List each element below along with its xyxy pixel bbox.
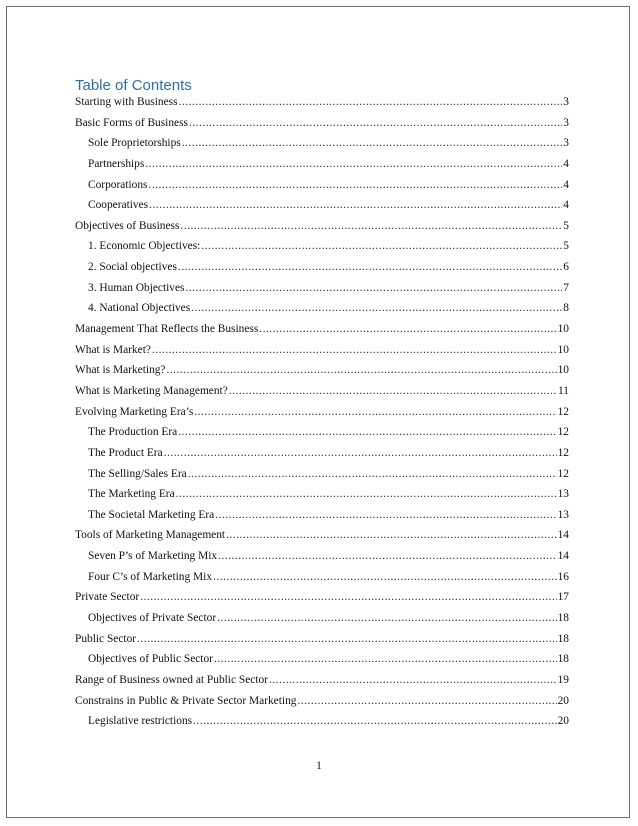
toc-entry-title: Seven P’s of Marketing Mix bbox=[88, 550, 218, 563]
toc-entry-title: Four C’s of Marketing Mix bbox=[88, 570, 213, 583]
toc-entry-title: Corporations bbox=[88, 178, 148, 191]
toc-entry[interactable] bbox=[75, 95, 569, 116]
toc-entry-title: What is Marketing? bbox=[75, 364, 166, 377]
toc-entry-page: 5 bbox=[563, 219, 569, 232]
toc-entry[interactable] bbox=[75, 467, 569, 488]
toc-entry[interactable] bbox=[75, 239, 569, 260]
toc-entry[interactable] bbox=[75, 487, 569, 508]
toc-entry-title: Objectives of Business bbox=[75, 219, 180, 232]
toc-entry-title: Management That Reflects the Business bbox=[75, 323, 259, 336]
toc-entry-title: Starting with Business bbox=[75, 96, 178, 108]
toc-entry[interactable] bbox=[75, 136, 569, 157]
toc-entry-page: 12 bbox=[557, 426, 569, 439]
toc-dot-leader bbox=[145, 157, 562, 172]
toc-entry-title: Tools of Marketing Management bbox=[75, 529, 226, 542]
toc-entry-page: 19 bbox=[557, 673, 569, 686]
toc-entry[interactable] bbox=[75, 549, 569, 570]
toc-entry[interactable] bbox=[75, 219, 569, 240]
toc-dot-leader bbox=[194, 405, 556, 420]
toc-dot-leader bbox=[176, 487, 557, 502]
toc-entry-page: 4 bbox=[563, 157, 569, 170]
toc-entry-page: 10 bbox=[557, 364, 569, 377]
toc-entry-page: 3 bbox=[563, 116, 569, 129]
toc-dot-leader bbox=[218, 549, 557, 564]
toc-dot-leader bbox=[166, 363, 556, 378]
page-number: 1 bbox=[316, 760, 322, 772]
toc-dot-leader bbox=[182, 136, 563, 151]
toc-entry-title: 2. Social objectives bbox=[88, 261, 177, 274]
toc-dot-leader bbox=[229, 384, 557, 399]
toc-entry[interactable] bbox=[75, 281, 569, 302]
toc-dot-leader bbox=[189, 116, 562, 131]
toc-entry[interactable] bbox=[75, 673, 569, 694]
toc-entry-page: 18 bbox=[557, 612, 569, 625]
toc-entry-title: Partnerships bbox=[88, 157, 145, 170]
toc-dot-leader bbox=[193, 714, 557, 729]
toc-entry-page: 14 bbox=[557, 529, 569, 542]
toc-entry-page: 3 bbox=[563, 96, 569, 108]
toc-heading: Table of Contents bbox=[75, 77, 192, 94]
toc-entry[interactable] bbox=[75, 694, 569, 715]
toc-entry-title: Cooperatives bbox=[88, 199, 149, 212]
toc-entry[interactable] bbox=[75, 528, 569, 549]
toc-entry-page: 5 bbox=[563, 240, 569, 253]
toc-dot-leader bbox=[226, 528, 557, 543]
toc-entry-page: 4 bbox=[563, 199, 569, 212]
toc-entry[interactable] bbox=[75, 157, 569, 178]
toc-entry[interactable] bbox=[75, 508, 569, 529]
toc-entry-title: 3. Human Objectives bbox=[88, 281, 185, 294]
toc-entry-title: Objectives of Private Sector bbox=[88, 612, 217, 625]
toc-entry-page: 20 bbox=[557, 694, 569, 707]
toc-entry-page: 14 bbox=[557, 550, 569, 563]
toc-entry-page: 10 bbox=[557, 343, 569, 356]
toc-entry[interactable] bbox=[75, 611, 569, 632]
toc-entry-title: Sole Proprietorships bbox=[88, 137, 181, 150]
toc-dot-leader bbox=[215, 508, 556, 523]
toc-entry-page: 18 bbox=[557, 653, 569, 666]
toc-dot-leader bbox=[269, 673, 557, 688]
toc-dot-leader bbox=[191, 301, 562, 316]
toc-entry[interactable] bbox=[75, 652, 569, 673]
toc-dot-leader bbox=[201, 239, 562, 254]
toc-entry[interactable] bbox=[75, 322, 569, 343]
toc-entry[interactable] bbox=[75, 363, 569, 384]
toc-entry-page: 8 bbox=[563, 302, 569, 315]
toc-entry-page: 12 bbox=[557, 405, 569, 418]
toc-dot-leader bbox=[164, 446, 557, 461]
toc-entry-page: 18 bbox=[557, 632, 569, 645]
toc-entry-title: The Production Era bbox=[88, 426, 178, 439]
toc-list bbox=[75, 95, 569, 735]
toc-entry-page: 16 bbox=[557, 570, 569, 583]
toc-entry-title: Evolving Marketing Era’s bbox=[75, 405, 194, 418]
toc-entry-title: What is Market? bbox=[75, 343, 151, 356]
toc-entry-page: 4 bbox=[563, 178, 569, 191]
toc-entry-title: 1. Economic Objectives: bbox=[88, 240, 201, 253]
toc-entry-page: 12 bbox=[557, 446, 569, 459]
toc-dot-leader bbox=[137, 632, 557, 647]
toc-entry-page: 11 bbox=[558, 384, 569, 397]
toc-entry-title: The Selling/Sales Era bbox=[88, 467, 187, 480]
toc-entry-title: Objectives of Public Sector bbox=[88, 653, 213, 666]
toc-entry[interactable] bbox=[75, 343, 569, 364]
toc-entry[interactable] bbox=[75, 198, 569, 219]
toc-entry[interactable] bbox=[75, 714, 569, 735]
toc-entry-page: 10 bbox=[557, 323, 569, 336]
toc-entry-title: Private Sector bbox=[75, 591, 140, 604]
toc-entry-title: The Marketing Era bbox=[88, 488, 175, 501]
toc-entry[interactable] bbox=[75, 632, 569, 653]
toc-dot-leader bbox=[178, 260, 562, 275]
toc-entry-title: Legislative restrictions bbox=[88, 715, 193, 728]
toc-entry-page: 7 bbox=[563, 281, 569, 294]
toc-entry-title: The Product Era bbox=[88, 446, 163, 459]
toc-entry-title: The Societal Marketing Era bbox=[88, 508, 215, 521]
toc-entry[interactable] bbox=[75, 301, 569, 322]
toc-entry-page: 12 bbox=[557, 467, 569, 480]
toc-entry[interactable] bbox=[75, 260, 569, 281]
toc-entry[interactable] bbox=[75, 116, 569, 137]
toc-dot-leader bbox=[185, 281, 562, 296]
toc-dot-leader bbox=[152, 343, 557, 358]
toc-dot-leader bbox=[217, 611, 557, 626]
toc-entry-page: 13 bbox=[557, 508, 569, 521]
toc-entry[interactable] bbox=[75, 384, 569, 405]
toc-dot-leader bbox=[148, 178, 562, 193]
toc-entry[interactable] bbox=[75, 178, 569, 199]
toc-entry-page: 17 bbox=[557, 591, 569, 604]
toc-entry[interactable] bbox=[75, 590, 569, 611]
toc-dot-leader bbox=[140, 590, 556, 605]
toc-entry[interactable] bbox=[75, 570, 569, 591]
toc-entry-title: Basic Forms of Business bbox=[75, 116, 188, 129]
toc-entry[interactable] bbox=[75, 405, 569, 426]
toc-entry-title: Constrains in Public & Private Sector Marketing bbox=[75, 694, 297, 707]
toc-dot-leader bbox=[214, 652, 557, 667]
toc-entry-title: Range of Business owned at Public Sector bbox=[75, 673, 268, 686]
toc-dot-leader bbox=[259, 322, 556, 337]
toc-dot-leader bbox=[297, 694, 556, 709]
toc-entry-title: Public Sector bbox=[75, 632, 137, 645]
toc-dot-leader bbox=[213, 570, 557, 585]
toc-entry-page: 20 bbox=[557, 715, 569, 728]
toc-dot-leader bbox=[149, 198, 562, 213]
toc-entry[interactable] bbox=[75, 446, 569, 467]
toc-entry-page: 6 bbox=[563, 261, 569, 274]
toc-dot-leader bbox=[180, 219, 562, 234]
toc-dot-leader bbox=[178, 425, 556, 440]
toc-dot-leader bbox=[179, 95, 563, 110]
toc-dot-leader bbox=[188, 467, 557, 482]
toc-entry-title: What is Marketing Management? bbox=[75, 384, 228, 397]
toc-entry-page: 3 bbox=[563, 137, 569, 150]
toc-entry-title: 4. National Objectives bbox=[88, 302, 191, 315]
toc-entry[interactable] bbox=[75, 425, 569, 446]
toc-entry-page: 13 bbox=[557, 488, 569, 501]
